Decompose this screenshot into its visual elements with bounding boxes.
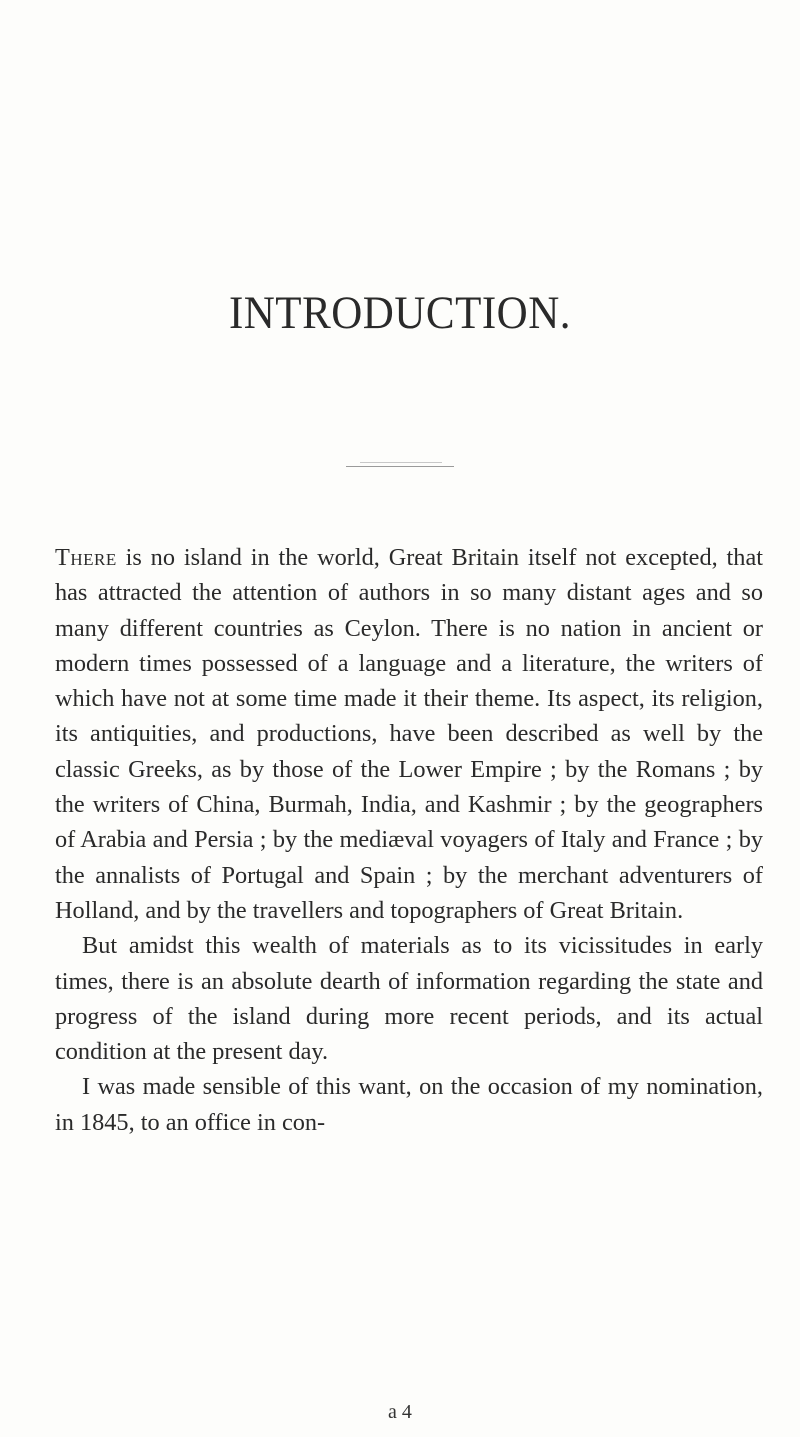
paragraph-2: But amidst this wealth of materials as to its vicissitudes in early times, there is an absolute dearth of information regarding the state and progress of the island during more recent periods, and its actual condition at the present day.	[55, 932, 763, 1066]
title-divider	[346, 466, 454, 467]
page-title: INTRODUCTION.	[228, 288, 572, 339]
paragraph-1-text: is no island in the world, Great Britain itself not excepted, that has attracted the attention of authors in so many distant ages and so many different countries as Ceylon. There is no nation in ancient or modern times possessed of a language and a literature, the writers of which have not at some time made it their theme. Its aspect, its religion, its antiquities, and productions, have been described as well by the classic Greeks, as by those of the Lower Empire ; by the Romans ; by the writers of China, Burmah, India, and Kashmir ; by the geographers of Arabia and Persia ; by the mediæval voyagers of Italy and France ; by the annalists of Portugal and Spain ; by the merchant adventurers of Holland, and by the travellers and topographers of Great Britain.	[55, 544, 763, 924]
body-text	[55, 540, 763, 1140]
title-divider-faint	[360, 462, 442, 463]
signature-mark: a 4	[388, 1401, 412, 1423]
paragraph-1-lead: There	[55, 544, 117, 571]
paragraph-3: I was made sensible of this want, on the occasion of my nomination, in 1845, to an office in con-	[55, 1073, 763, 1136]
paragraph-1	[55, 540, 763, 928]
